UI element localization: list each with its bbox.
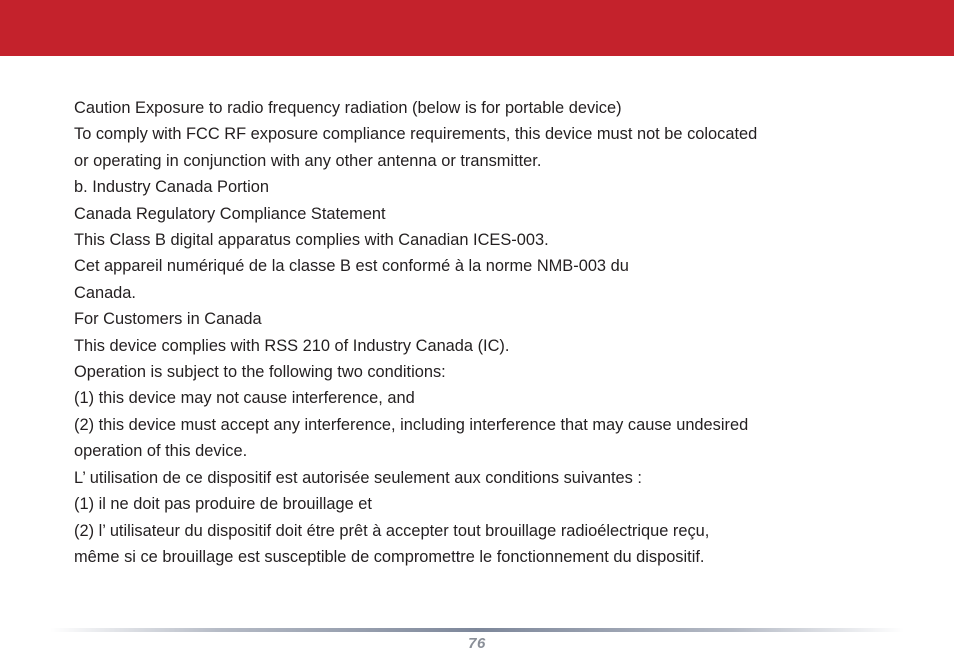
body-line: (1) il ne doit pas produire de brouillage et [74,495,372,514]
body-line: Canada Regulatory Compliance Statement [74,204,386,223]
body-line: même si ce brouillage est susceptible de compromettre le fonctionnement du dispositif. [74,547,705,566]
body-line: L’ utilisation de ce dispositif est autorisée seulement aux conditions suivantes : [74,468,642,487]
body-line: b. Industry Canada Portion [74,178,269,197]
body-line: This Class B digital apparatus complies with Canadian ICES-003. [74,231,549,250]
footer-rule [50,628,904,632]
body-line: (2) this device must accept any interference, including interference that may cause undesired [74,415,749,434]
page-number: 76 [468,635,486,652]
body-line: Operation is subject to the following two conditions: [74,363,446,382]
body-line: (2) l’ utilisateur du dispositif doit étre prêt à accepter tout brouillage radioélectrique reçu, [74,521,710,540]
body-line: For Customers in Canada [74,310,262,329]
body-line: To comply with FCC RF exposure compliance requirements, this device must not be colocated [74,125,758,144]
body-line: Caution Exposure to radio frequency radiation (below is for portable device) [74,99,622,117]
body-line: Cet appareil numériqué de la classe B est conformé à la norme NMB-003 du [74,257,629,276]
header-band [0,0,954,56]
body-line: Canada. [74,283,136,302]
body-line: operation of this device. [74,442,248,461]
body-line: This device complies with RSS 210 of Industry Canada (IC). [74,336,510,355]
body-line: (1) this device may not cause interference, and [74,389,415,408]
body-line: or operating in conjunction with any other antenna or transmitter. [74,151,542,170]
document-body [74,95,874,570]
